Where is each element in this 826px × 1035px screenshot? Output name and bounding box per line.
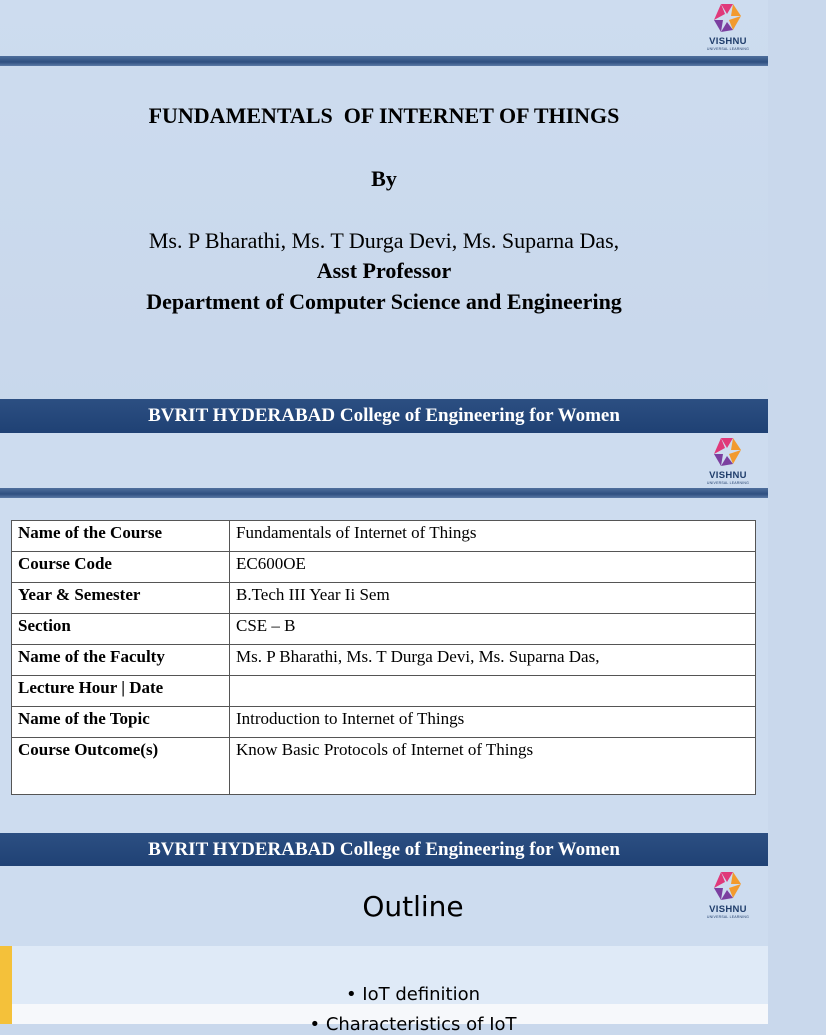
table-row xyxy=(12,645,756,676)
row-value: B.Tech III Year Ii Sem xyxy=(230,583,756,614)
row-value: Fundamentals of Internet of Things xyxy=(230,521,756,552)
row-label: Course Code xyxy=(12,552,230,583)
row-label: Course Outcome(s) xyxy=(12,738,230,795)
outline-slide xyxy=(0,866,768,1035)
table-row xyxy=(12,583,756,614)
vishnu-logo xyxy=(698,2,758,54)
logo-tagline: UNIVERSAL LEARNING xyxy=(706,47,750,51)
list-item: • Characteristics of IoT xyxy=(309,1014,517,1035)
table-row xyxy=(12,552,756,583)
table-row xyxy=(12,707,756,738)
row-label: Section xyxy=(12,614,230,645)
row-label: Year & Semester xyxy=(12,583,230,614)
outline-title: Outline xyxy=(362,890,464,923)
logo-wordmark: VISHNU xyxy=(709,36,747,47)
header-bar xyxy=(0,488,768,498)
table-row xyxy=(12,521,756,552)
list-item: • IoT definition xyxy=(345,984,481,1005)
vishnu-logo-icon xyxy=(711,436,745,470)
authors-line: Ms. P Bharathi, Ms. T Durga Devi, Ms. Suparna Das, xyxy=(148,228,620,253)
vishnu-logo-icon xyxy=(711,2,745,36)
college-footer: BVRIT HYDERABAD College of Engineering for Women xyxy=(0,399,768,433)
table-row xyxy=(12,676,756,707)
header-bar xyxy=(0,56,768,66)
college-footer: BVRIT HYDERABAD College of Engineering for Women xyxy=(0,833,768,867)
course-info-slide xyxy=(0,433,768,866)
row-value: Know Basic Protocols of Internet of Things xyxy=(230,738,756,795)
department-line: Department of Computer Science and Engineering xyxy=(146,289,622,314)
row-value: Introduction to Internet of Things xyxy=(230,707,756,738)
logo-tagline: UNIVERSAL LEARNING xyxy=(706,915,750,919)
table-row xyxy=(12,738,756,795)
row-value xyxy=(230,676,756,707)
table-row xyxy=(12,614,756,645)
title-slide xyxy=(0,0,768,433)
row-value: EC600OE xyxy=(230,552,756,583)
presentation-title: FUNDAMENTALS OF INTERNET OF THINGS xyxy=(148,103,620,128)
logo-wordmark: VISHNU xyxy=(709,470,747,481)
logo-wordmark: VISHNU xyxy=(709,904,747,915)
row-label: Name of the Course xyxy=(12,521,230,552)
row-label: Name of the Faculty xyxy=(12,645,230,676)
row-label: Name of the Topic xyxy=(12,707,230,738)
course-info-table xyxy=(11,520,756,795)
role-line: Asst Professor xyxy=(316,258,452,283)
row-value: CSE – B xyxy=(230,614,756,645)
vishnu-logo xyxy=(698,436,758,488)
row-label: Lecture Hour | Date xyxy=(12,676,230,707)
by-label: By xyxy=(371,166,397,191)
logo-tagline: UNIVERSAL LEARNING xyxy=(706,481,750,485)
row-value: Ms. P Bharathi, Ms. T Durga Devi, Ms. Suparna Das, xyxy=(230,645,756,676)
